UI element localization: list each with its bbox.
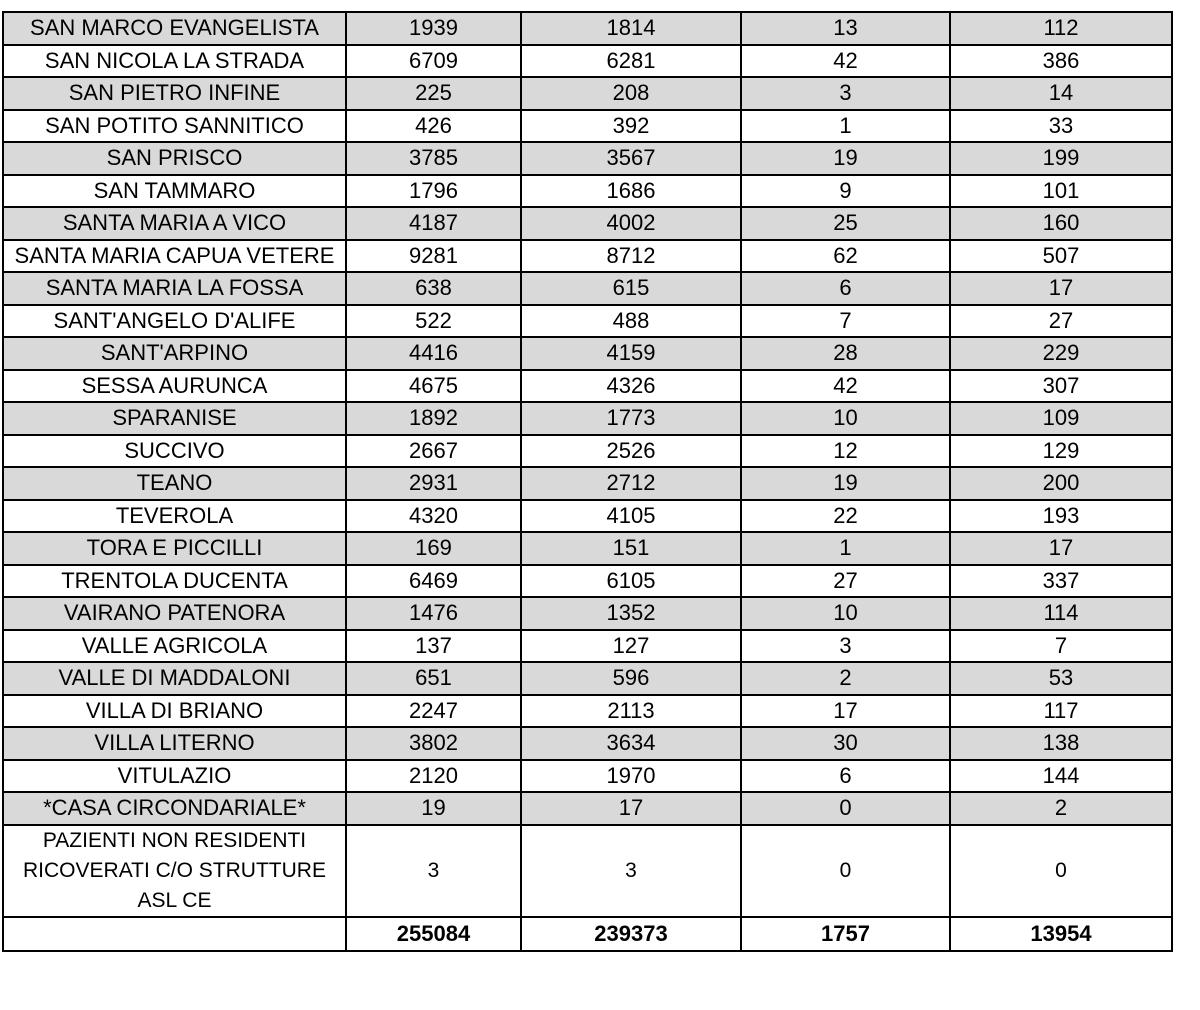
cell-municipality: TRENTOLA DUCENTA bbox=[3, 565, 346, 598]
cell-value-4: 101 bbox=[950, 175, 1172, 208]
cell-value-1: 4675 bbox=[346, 370, 521, 403]
cell-value-3: 0 bbox=[741, 825, 950, 917]
cell-value-1: 169 bbox=[346, 532, 521, 565]
cell-value-2: 2113 bbox=[521, 695, 741, 728]
table-row bbox=[3, 662, 1172, 695]
table-row bbox=[3, 305, 1172, 338]
table-row bbox=[3, 695, 1172, 728]
cell-value-1: 522 bbox=[346, 305, 521, 338]
cell-value-1: 638 bbox=[346, 272, 521, 305]
cell-value-4: 53 bbox=[950, 662, 1172, 695]
cell-value-4: 200 bbox=[950, 467, 1172, 500]
cell-municipality: SANTA MARIA CAPUA VETERE bbox=[3, 240, 346, 273]
cell-value-4: 14 bbox=[950, 77, 1172, 110]
cell-value-1: 3785 bbox=[346, 142, 521, 175]
table-row bbox=[3, 760, 1172, 793]
cell-value-3: 62 bbox=[741, 240, 950, 273]
cell-value-3: 13 bbox=[741, 12, 950, 45]
cell-municipality: TEANO bbox=[3, 467, 346, 500]
table-row bbox=[3, 370, 1172, 403]
cell-value-2: 8712 bbox=[521, 240, 741, 273]
cell-value-2: 4105 bbox=[521, 500, 741, 533]
cell-total-3: 1757 bbox=[741, 917, 950, 951]
cell-value-3: 12 bbox=[741, 435, 950, 468]
cell-value-2: 151 bbox=[521, 532, 741, 565]
cell-value-1: 426 bbox=[346, 110, 521, 143]
table-body bbox=[3, 12, 1172, 951]
cell-value-3: 7 bbox=[741, 305, 950, 338]
cell-value-1: 651 bbox=[346, 662, 521, 695]
cell-value-4: 7 bbox=[950, 630, 1172, 663]
cell-value-4: 2 bbox=[950, 792, 1172, 825]
cell-municipality: SANTA MARIA A VICO bbox=[3, 207, 346, 240]
cell-value-2: 1352 bbox=[521, 597, 741, 630]
cell-municipality: SANT'ARPINO bbox=[3, 337, 346, 370]
cell-value-4: 337 bbox=[950, 565, 1172, 598]
table-row bbox=[3, 12, 1172, 45]
cell-value-2: 208 bbox=[521, 77, 741, 110]
cell-value-2: 4002 bbox=[521, 207, 741, 240]
table-row bbox=[3, 435, 1172, 468]
cell-value-3: 6 bbox=[741, 272, 950, 305]
cell-municipality: SAN NICOLA LA STRADA bbox=[3, 45, 346, 78]
cell-value-3: 25 bbox=[741, 207, 950, 240]
cell-value-1: 6709 bbox=[346, 45, 521, 78]
cell-municipality: TORA E PICCILLI bbox=[3, 532, 346, 565]
cell-value-2: 596 bbox=[521, 662, 741, 695]
cell-value-2: 4159 bbox=[521, 337, 741, 370]
cell-value-2: 2526 bbox=[521, 435, 741, 468]
cell-value-2: 1773 bbox=[521, 402, 741, 435]
table-row bbox=[3, 45, 1172, 78]
cell-value-1: 225 bbox=[346, 77, 521, 110]
table-row bbox=[3, 727, 1172, 760]
table-row bbox=[3, 532, 1172, 565]
cell-municipality: SAN PRISCO bbox=[3, 142, 346, 175]
cell-value-3: 6 bbox=[741, 760, 950, 793]
table-row bbox=[3, 175, 1172, 208]
cell-value-1: 4320 bbox=[346, 500, 521, 533]
cell-value-2: 4326 bbox=[521, 370, 741, 403]
cell-value-3: 28 bbox=[741, 337, 950, 370]
cell-value-4: 27 bbox=[950, 305, 1172, 338]
cell-value-4: 160 bbox=[950, 207, 1172, 240]
cell-value-4: 229 bbox=[950, 337, 1172, 370]
table-row bbox=[3, 240, 1172, 273]
cell-value-3: 10 bbox=[741, 597, 950, 630]
cell-value-3: 2 bbox=[741, 662, 950, 695]
cell-value-3: 3 bbox=[741, 77, 950, 110]
table-row bbox=[3, 77, 1172, 110]
cell-municipality: SAN TAMMARO bbox=[3, 175, 346, 208]
cell-value-1: 1892 bbox=[346, 402, 521, 435]
cell-value-4: 109 bbox=[950, 402, 1172, 435]
cell-value-1: 1796 bbox=[346, 175, 521, 208]
cell-value-2: 17 bbox=[521, 792, 741, 825]
cell-municipality: SAN PIETRO INFINE bbox=[3, 77, 346, 110]
cell-value-1: 1476 bbox=[346, 597, 521, 630]
cell-municipality: VILLA LITERNO bbox=[3, 727, 346, 760]
cell-value-4: 114 bbox=[950, 597, 1172, 630]
cell-municipality: *CASA CIRCONDARIALE* bbox=[3, 792, 346, 825]
cell-municipality: SANT'ANGELO D'ALIFE bbox=[3, 305, 346, 338]
cell-total-4: 13954 bbox=[950, 917, 1172, 951]
cell-value-2: 488 bbox=[521, 305, 741, 338]
table-row-totals bbox=[3, 917, 1172, 951]
cell-value-1: 2247 bbox=[346, 695, 521, 728]
cell-value-2: 1814 bbox=[521, 12, 741, 45]
cell-value-4: 17 bbox=[950, 532, 1172, 565]
cell-value-1: 1939 bbox=[346, 12, 521, 45]
cell-value-3: 9 bbox=[741, 175, 950, 208]
cell-total-label bbox=[3, 917, 346, 951]
municipality-data-table bbox=[2, 11, 1173, 952]
cell-municipality: VAIRANO PATENORA bbox=[3, 597, 346, 630]
table-row bbox=[3, 597, 1172, 630]
table-row bbox=[3, 207, 1172, 240]
cell-value-3: 27 bbox=[741, 565, 950, 598]
cell-value-3: 19 bbox=[741, 467, 950, 500]
cell-value-1: 9281 bbox=[346, 240, 521, 273]
cell-municipality: SAN MARCO EVANGELISTA bbox=[3, 12, 346, 45]
cell-value-2: 3634 bbox=[521, 727, 741, 760]
cell-value-3: 10 bbox=[741, 402, 950, 435]
cell-value-4: 138 bbox=[950, 727, 1172, 760]
cell-value-3: 42 bbox=[741, 370, 950, 403]
cell-municipality: VALLE DI MADDALONI bbox=[3, 662, 346, 695]
cell-municipality: SANTA MARIA LA FOSSA bbox=[3, 272, 346, 305]
cell-value-1: 3 bbox=[346, 825, 521, 917]
table-row bbox=[3, 565, 1172, 598]
cell-value-2: 6281 bbox=[521, 45, 741, 78]
cell-value-3: 1 bbox=[741, 110, 950, 143]
cell-municipality: PAZIENTI NON RESIDENTI RICOVERATI C/O STRUTTURE ASL CE bbox=[3, 825, 346, 917]
cell-value-4: 33 bbox=[950, 110, 1172, 143]
table-row bbox=[3, 630, 1172, 663]
cell-value-4: 386 bbox=[950, 45, 1172, 78]
cell-value-3: 3 bbox=[741, 630, 950, 663]
cell-value-1: 2931 bbox=[346, 467, 521, 500]
cell-value-3: 22 bbox=[741, 500, 950, 533]
cell-value-2: 127 bbox=[521, 630, 741, 663]
table-row bbox=[3, 337, 1172, 370]
cell-value-4: 193 bbox=[950, 500, 1172, 533]
cell-value-4: 17 bbox=[950, 272, 1172, 305]
cell-value-4: 112 bbox=[950, 12, 1172, 45]
table-row bbox=[3, 110, 1172, 143]
cell-value-1: 2667 bbox=[346, 435, 521, 468]
cell-value-2: 1686 bbox=[521, 175, 741, 208]
cell-value-3: 42 bbox=[741, 45, 950, 78]
cell-value-1: 2120 bbox=[346, 760, 521, 793]
cell-value-1: 6469 bbox=[346, 565, 521, 598]
cell-value-3: 19 bbox=[741, 142, 950, 175]
cell-value-4: 307 bbox=[950, 370, 1172, 403]
cell-value-3: 0 bbox=[741, 792, 950, 825]
cell-value-3: 17 bbox=[741, 695, 950, 728]
cell-municipality: VITULAZIO bbox=[3, 760, 346, 793]
cell-value-2: 3 bbox=[521, 825, 741, 917]
table-row bbox=[3, 142, 1172, 175]
cell-value-4: 117 bbox=[950, 695, 1172, 728]
table-row bbox=[3, 792, 1172, 825]
cell-value-4: 129 bbox=[950, 435, 1172, 468]
table-row bbox=[3, 272, 1172, 305]
cell-value-4: 199 bbox=[950, 142, 1172, 175]
cell-value-1: 137 bbox=[346, 630, 521, 663]
cell-value-2: 615 bbox=[521, 272, 741, 305]
cell-value-3: 30 bbox=[741, 727, 950, 760]
cell-value-2: 3567 bbox=[521, 142, 741, 175]
table-row bbox=[3, 402, 1172, 435]
cell-value-2: 392 bbox=[521, 110, 741, 143]
cell-value-2: 2712 bbox=[521, 467, 741, 500]
cell-municipality: SAN POTITO SANNITICO bbox=[3, 110, 346, 143]
cell-value-2: 6105 bbox=[521, 565, 741, 598]
cell-municipality: SESSA AURUNCA bbox=[3, 370, 346, 403]
cell-municipality: SUCCIVO bbox=[3, 435, 346, 468]
cell-value-4: 0 bbox=[950, 825, 1172, 917]
cell-municipality: VILLA DI BRIANO bbox=[3, 695, 346, 728]
table-row bbox=[3, 500, 1172, 533]
cell-municipality: VALLE AGRICOLA bbox=[3, 630, 346, 663]
cell-total-2: 239373 bbox=[521, 917, 741, 951]
cell-value-2: 1970 bbox=[521, 760, 741, 793]
cell-total-1: 255084 bbox=[346, 917, 521, 951]
table-row-non-resident bbox=[3, 825, 1172, 917]
cell-value-1: 19 bbox=[346, 792, 521, 825]
cell-value-4: 144 bbox=[950, 760, 1172, 793]
cell-value-3: 1 bbox=[741, 532, 950, 565]
cell-value-4: 507 bbox=[950, 240, 1172, 273]
cell-value-1: 4416 bbox=[346, 337, 521, 370]
table-row bbox=[3, 467, 1172, 500]
cell-value-1: 3802 bbox=[346, 727, 521, 760]
cell-value-1: 4187 bbox=[346, 207, 521, 240]
cell-municipality: TEVEROLA bbox=[3, 500, 346, 533]
cell-municipality: SPARANISE bbox=[3, 402, 346, 435]
